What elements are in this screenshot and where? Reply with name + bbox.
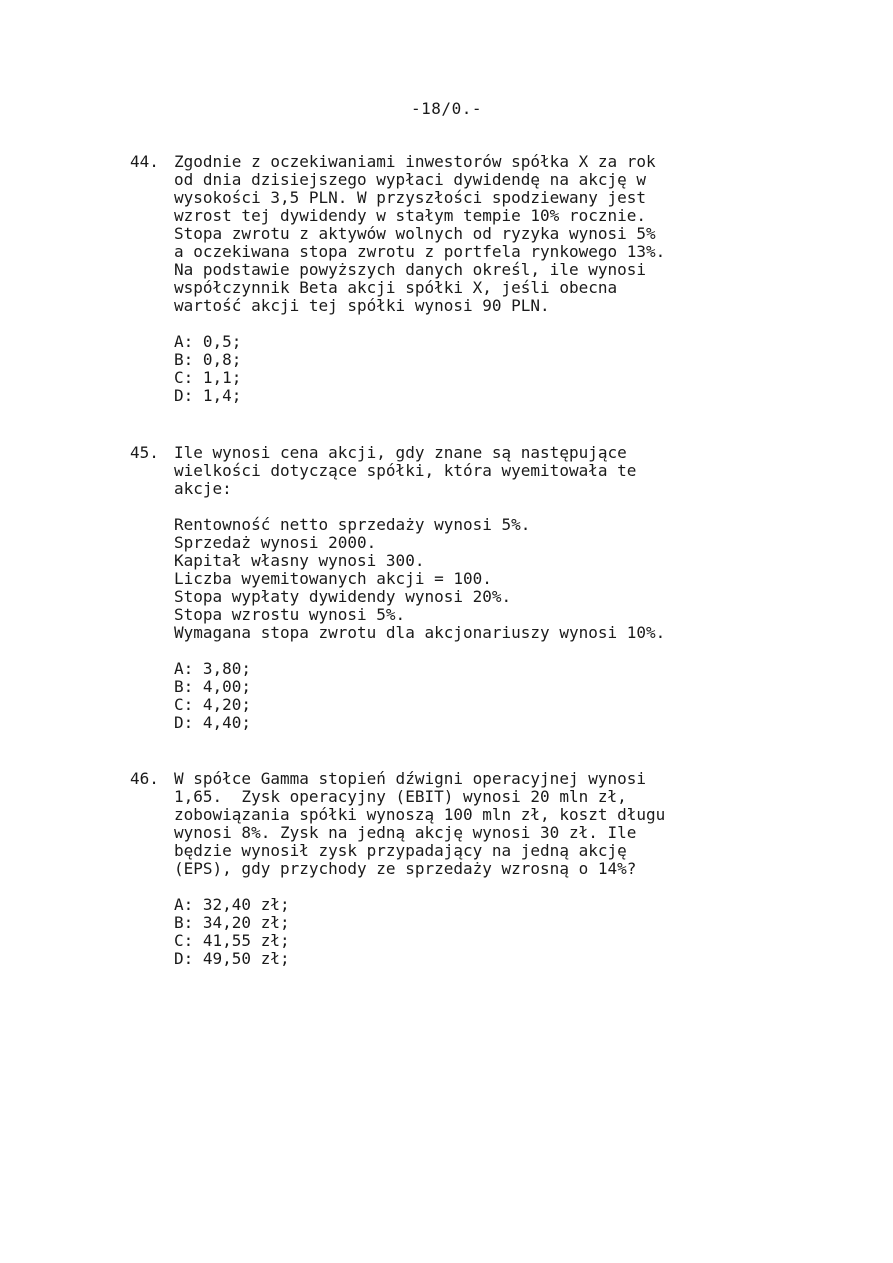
question-46 — [130, 770, 770, 968]
question-44 — [130, 153, 770, 405]
question-line: 44. Zgodnie z oczekiwaniami inwestorów spółka X za rok — [130, 152, 656, 171]
question-line: (EPS), gdy przychody ze sprzedaży wzrosną o 14%? — [174, 859, 637, 878]
page-number: -18/0.- — [411, 99, 482, 118]
question-45 — [130, 444, 770, 732]
question-line: 46. W spółce Gamma stopień dźwigni operacyjnej wynosi — [130, 769, 647, 788]
question-line: 45. Ile wynosi cena akcji, gdy znane są następujące — [130, 443, 627, 462]
question-number: 45. — [130, 443, 159, 462]
answer-option-a: A: 0,5; — [174, 332, 242, 351]
data-line: Kapitał własny wynosi 300. — [174, 551, 425, 570]
question-line: wielkości dotyczące spółki, która wyemitowała te — [174, 461, 637, 480]
question-line: wysokości 3,5 PLN. W przyszłości spodziewany jest — [174, 188, 647, 207]
answer-option-a: A: 32,40 zł; — [174, 895, 290, 914]
question-line: Na podstawie powyższych danych określ, ile wynosi — [174, 260, 647, 279]
answer-option-d: D: 4,40; — [174, 713, 252, 732]
question-line: wartość akcji tej spółki wynosi 90 PLN. — [174, 296, 550, 315]
answer-option-d: D: 49,50 zł; — [174, 949, 290, 968]
answer-list — [130, 333, 770, 405]
data-line: Sprzedaż wynosi 2000. — [174, 533, 377, 552]
question-line: współczynnik Beta akcji spółki X, jeśli obecna — [174, 278, 618, 297]
question-line: 1,65. Zysk operacyjny (EBIT) wynosi 20 mln zł, — [174, 787, 627, 806]
question-line: akcje: — [174, 479, 232, 498]
question-line: będzie wynosił zysk przypadający na jedną akcję — [174, 841, 627, 860]
answer-option-a: A: 3,80; — [174, 659, 252, 678]
data-line: Rentowność netto sprzedaży wynosi 5%. — [174, 515, 531, 534]
question-line: Stopa zwrotu z aktywów wolnych od ryzyka wynosi 5% — [174, 224, 656, 243]
answer-option-c: C: 41,55 zł; — [174, 931, 290, 950]
question-line: zobowiązania spółki wynoszą 100 mln zł, koszt długu — [174, 805, 666, 824]
question-line: a oczekiwana stopa zwrotu z portfela rynkowego 13%. — [174, 242, 666, 261]
answer-list — [130, 660, 770, 732]
answer-list — [130, 896, 770, 968]
question-number: 44. — [130, 152, 159, 171]
answer-option-c: C: 4,20; — [174, 695, 252, 714]
answer-option-d: D: 1,4; — [174, 386, 242, 405]
question-line: wzrost tej dywidendy w stałym tempie 10% rocznie. — [174, 206, 647, 225]
question-line: od dnia dzisiejszego wypłaci dywidendę na akcję w — [174, 170, 647, 189]
answer-option-c: C: 1,1; — [174, 368, 242, 387]
data-line: Wymagana stopa zwrotu dla akcjonariuszy wynosi 10%. — [174, 623, 666, 642]
data-line: Stopa wzrostu wynosi 5%. — [174, 605, 406, 624]
answer-option-b: B: 0,8; — [174, 350, 242, 369]
data-line: Stopa wypłaty dywidendy wynosi 20%. — [174, 587, 512, 606]
answer-option-b: B: 4,00; — [174, 677, 252, 696]
answer-option-b: B: 34,20 zł; — [174, 913, 290, 932]
question-line: wynosi 8%. Zysk na jedną akcję wynosi 30 zł. Ile — [174, 823, 637, 842]
question-number: 46. — [130, 769, 159, 788]
data-line: Liczba wyemitowanych akcji = 100. — [174, 569, 492, 588]
